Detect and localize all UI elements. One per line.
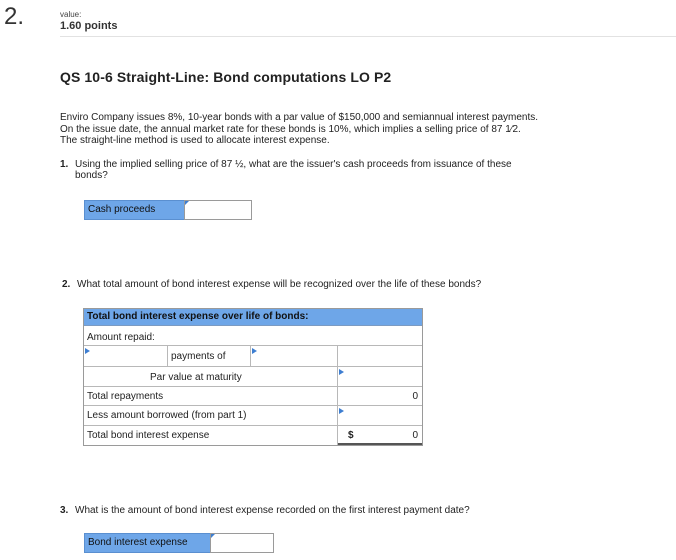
amount-repaid-label: Amount repaid: (87, 332, 155, 343)
part1-text-line2: bonds? (75, 170, 108, 181)
cash-proceeds-input[interactable] (184, 200, 252, 220)
row-divider (84, 386, 422, 387)
payments-count-input[interactable] (84, 346, 168, 366)
problem-line-3: The straight-line method is used to allocate interest expense. (60, 135, 330, 146)
input-flag-icon (211, 534, 215, 538)
payments-of-label: payments of (171, 351, 226, 362)
payments-total-input[interactable] (338, 346, 422, 366)
payment-amount-input[interactable] (251, 346, 337, 366)
part1-question (60, 159, 580, 183)
part1-number: 1. (60, 159, 69, 170)
cash-proceeds-label: Cash proceeds (84, 200, 185, 220)
points-value: 1.60 points (60, 20, 118, 32)
part3-number: 3. (60, 505, 69, 516)
part3-text: What is the amount of bond interest expense recorded on the first interest payment date? (75, 505, 470, 516)
value-label: value: (60, 10, 82, 19)
bond-interest-expense-input[interactable] (210, 533, 274, 553)
bond-interest-expense-label: Bond interest expense (84, 533, 211, 553)
table-header: Total bond interest expense over life of bonds: (84, 309, 422, 326)
problem-title: QS 10-6 Straight-Line: Bond computations LO P2 (60, 69, 392, 85)
total-interest-value: 0 (412, 430, 418, 441)
less-borrowed-input[interactable] (338, 406, 422, 425)
part3-question (60, 505, 580, 517)
problem-line-1: Enviro Company issues 8%, 10-year bonds with a par value of $150,000 and semiannual interest payments. (60, 112, 539, 123)
input-flag-icon (252, 348, 257, 354)
input-flag-icon (185, 201, 189, 205)
par-value-input[interactable] (338, 367, 422, 386)
total-repayments-label: Total repayments (87, 391, 164, 402)
input-flag-icon (85, 348, 90, 354)
part2-question (62, 279, 582, 291)
problem-description (60, 112, 620, 147)
question-number: 2. (4, 3, 25, 30)
row-divider (84, 425, 422, 426)
part2-text: What total amount of bond interest expense will be recognized over the life of these bonds? (77, 279, 482, 290)
part2-number: 2. (62, 279, 71, 290)
par-value-label: Par value at maturity (150, 372, 242, 383)
part1-text-line1: Using the implied selling price of 87 ½, what are the issuer's cash proceeds from issuance of these (75, 159, 512, 170)
total-interest-label: Total bond interest expense (87, 430, 210, 441)
input-flag-icon (339, 369, 344, 375)
currency-symbol: $ (348, 430, 354, 441)
double-underline (338, 443, 422, 445)
input-flag-icon (339, 408, 344, 414)
header-divider (60, 36, 676, 37)
less-borrowed-label: Less amount borrowed (from part 1) (87, 410, 247, 421)
problem-line-2: On the issue date, the annual market rate for these bonds is 10%, which implies a selling price of 87 1⁄2. (60, 123, 521, 135)
total-repayments-value: 0 (412, 391, 418, 402)
